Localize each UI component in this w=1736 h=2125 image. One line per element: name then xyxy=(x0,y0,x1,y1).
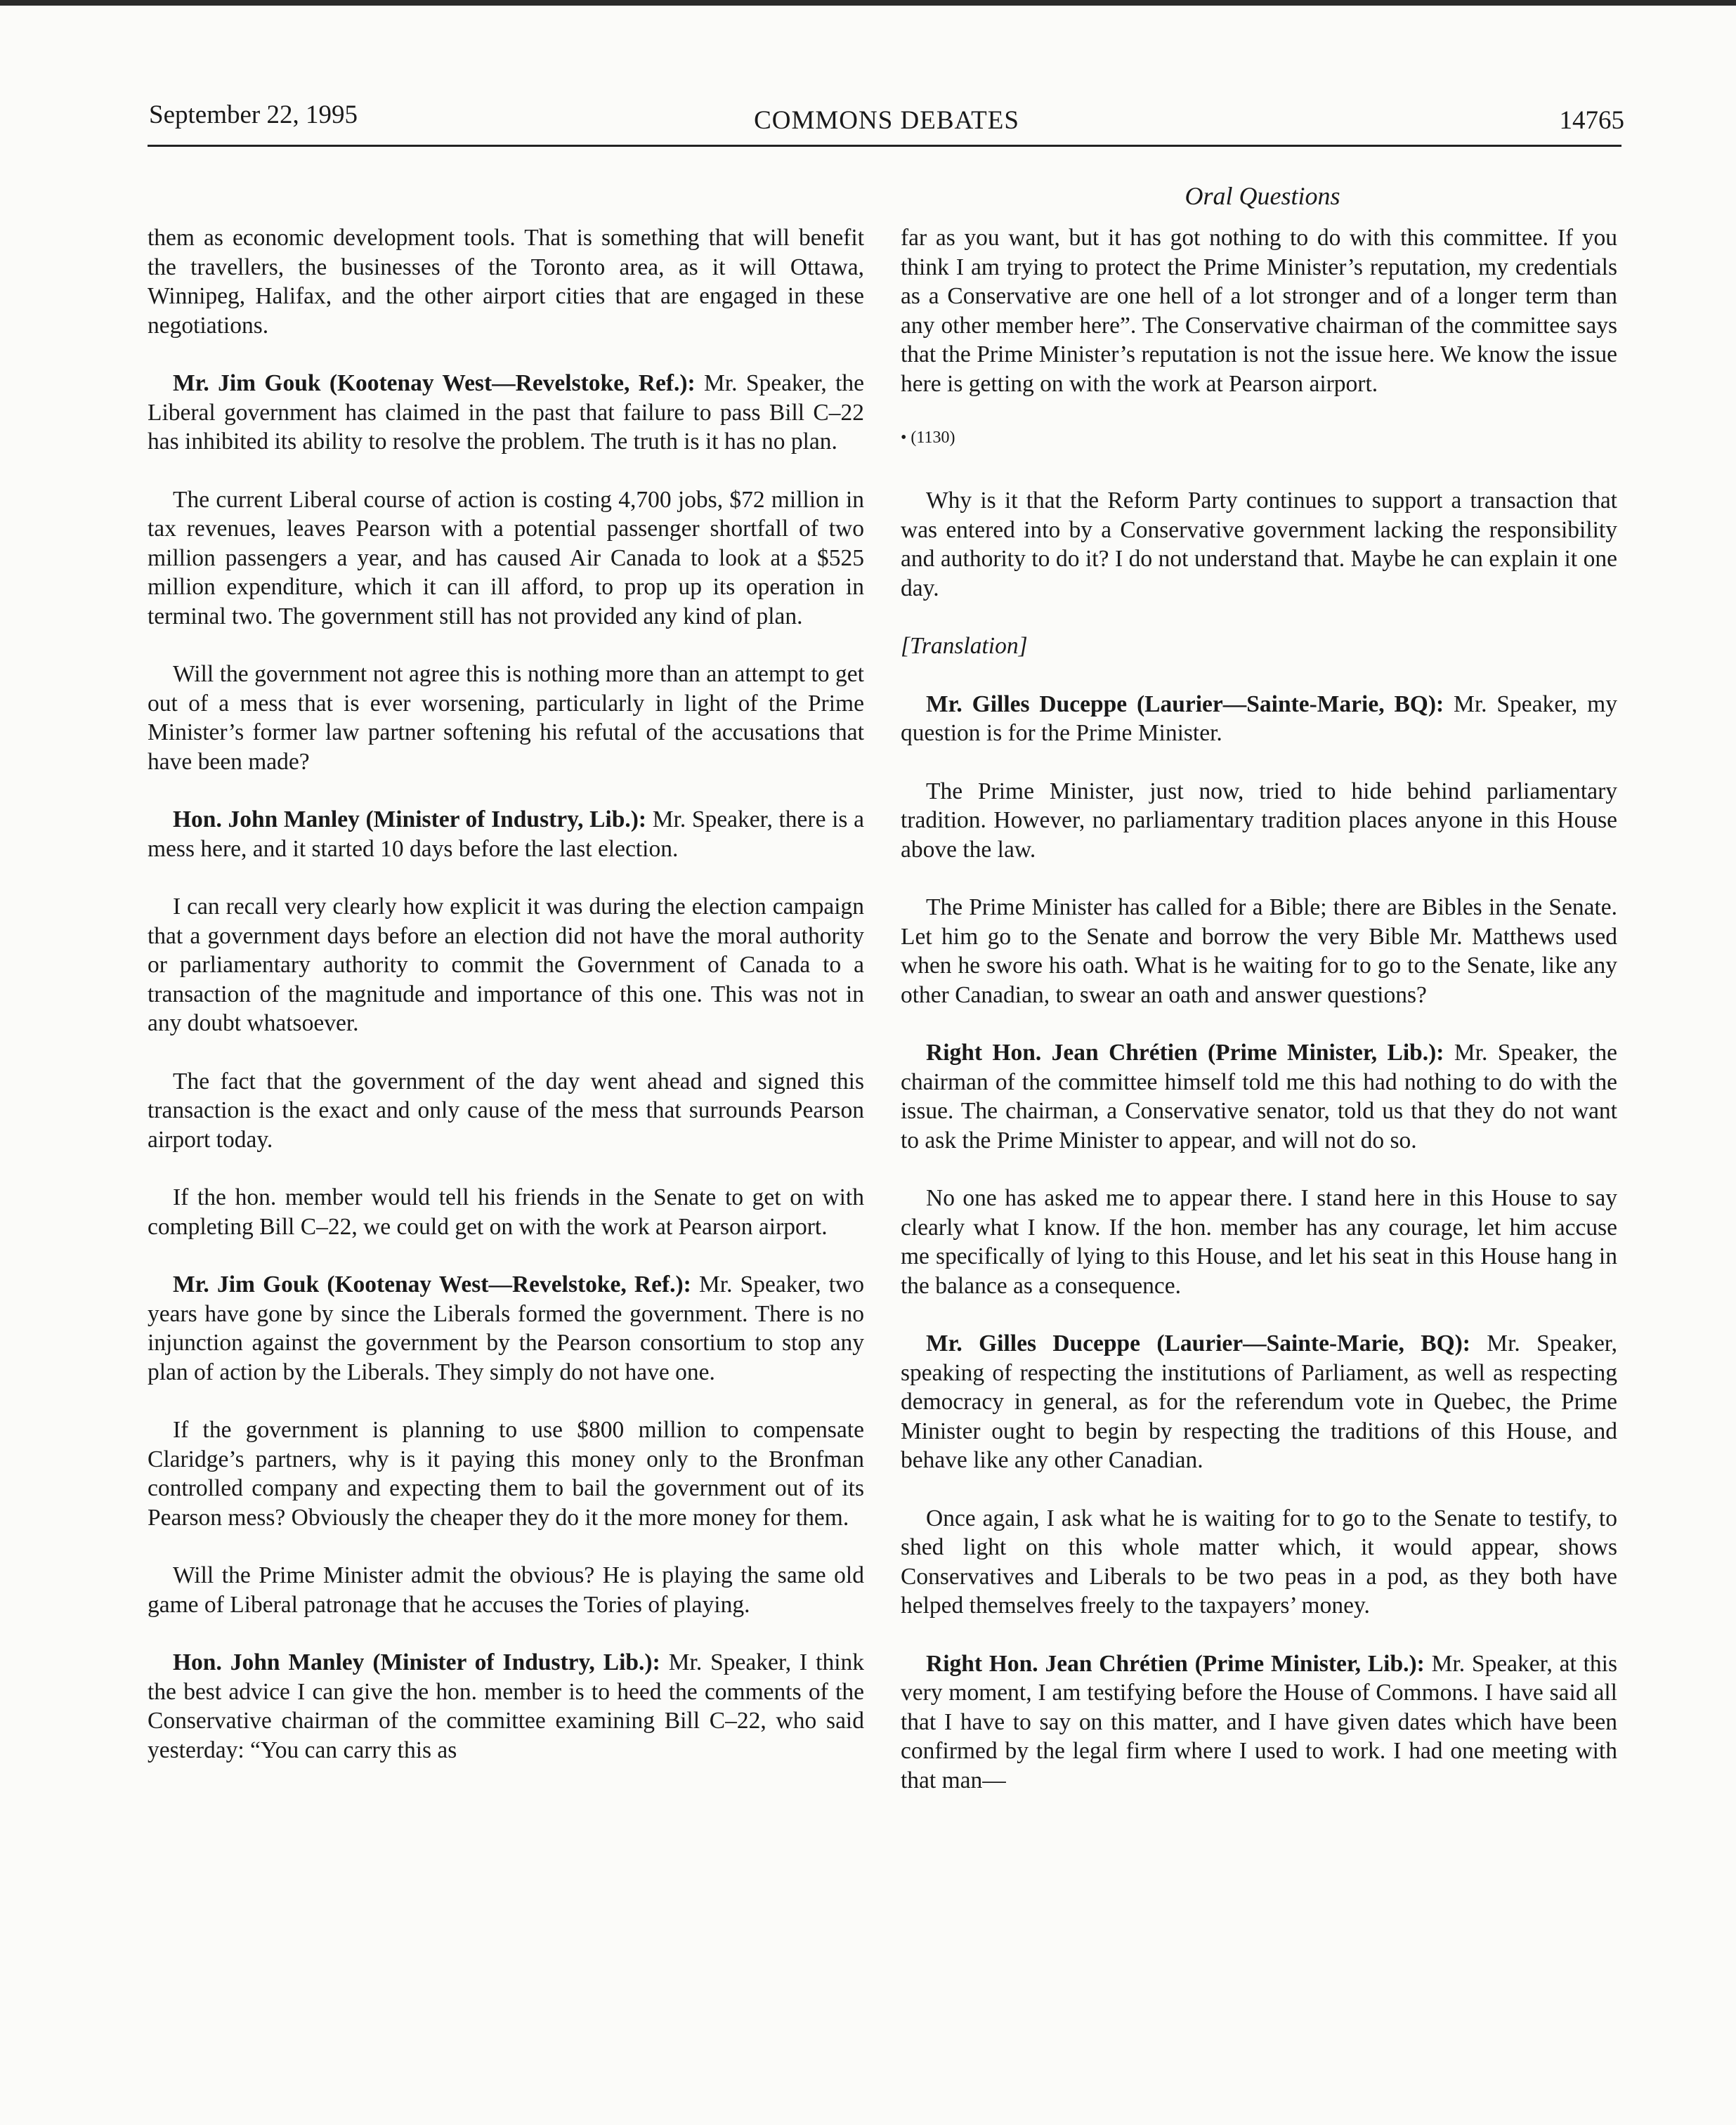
header-title: COMMONS DEBATES xyxy=(754,106,1019,135)
speech-text: Mr. Speaker, there is a mess here, and it started 10 days before the last election. xyxy=(148,806,865,862)
continued-paragraph: far as you want, but it has got nothing to do with this committee. If you think I am trying to protect the Prime Minister’s reputation, my credentials as a Conservative are one hell of a lot stronger and of a longer term than any other member here”. The Conservative chairman of the committee says that the Prime Minister’s reputation is not the issue here. We know the issue here is getting on with the work at Pearson airport. xyxy=(901,225,1617,397)
speech-paragraph xyxy=(148,369,864,457)
speaker-name: Hon. John Manley (Minister of Industry, Lib.): xyxy=(173,806,647,832)
speech-paragraph xyxy=(148,1270,864,1387)
speech-text: Mr. Speaker, the Liberal government has claimed in the past that failure to pass Bill C–22 has inhibited its ability to resolve the problem. The truth is it has no plan. xyxy=(148,370,865,455)
header-rule xyxy=(148,145,1621,147)
speech-text: Mr. Speaker, two years have gone by since the Liberals formed the government. There is no injunction against the government by the Pearson consortium to stop any plan of action by the Liberals. They simply do not have one. xyxy=(148,1271,864,1385)
time-marker: • (1130) xyxy=(901,429,955,447)
speech-paragraph xyxy=(901,1329,1617,1475)
left-column xyxy=(148,223,864,1793)
right-column xyxy=(901,223,1617,1824)
paragraph: No one has asked me to appear there. I stand here in this House to say clearly what I know. If the hon. member has any courage, let him accuse me specifically of lying to this House, and let his seat in this House hang in the balance as a consequence. xyxy=(901,1185,1617,1299)
speech-paragraph xyxy=(148,805,864,863)
page-header xyxy=(149,100,1624,142)
speaker-name: Mr. Gilles Duceppe (Laurier—Sainte-Marie, BQ): xyxy=(926,691,1444,717)
speech-text: Mr. Speaker, the chairman of the committee himself told me this had nothing to do with the issue. The chairman, a Conservative senator, told us that they do not want to ask the Prime Minister to appear, and will not do so. xyxy=(901,1040,1617,1153)
speech-text: Mr. Speaker, my question is for the Prime Minister. xyxy=(901,691,1617,746)
scan-edge xyxy=(0,0,1736,6)
paragraph: Once again, I ask what he is waiting for to go to the Senate to testify, to shed light on this whole matter which, it would appear, shows Conservatives and Liberals to be two peas in a pod, as they both have helped themselves freely to the taxpayers’ money. xyxy=(901,1505,1617,1619)
continued-paragraph: them as economic development tools. That is something that will benefit the travellers, the businesses of the Toronto area, as it will Ottawa, Winnipeg, Halifax, and the other airport cities that are engaged in these negotiations. xyxy=(148,225,864,339)
paragraph: If the government is planning to use $800 million to compensate Claridge’s partners, why is it paying this money only to the Bronfman controlled company and expecting them to bail the government out of its Pearson mess? Obviously the cheaper they do it the more money for them. xyxy=(148,1417,864,1531)
paragraph: Why is it that the Reform Party continues to support a transaction that was entered into by a Conservative government lacking the responsibility and authority to do it? I do not understand that. Maybe he can explain it one day. xyxy=(901,488,1617,601)
speech-text: Mr. Speaker, I think the best advice I can give the hon. member is to heed the comments of the Conservative chairman of the committee examining Bill C–22, who said yesterday: “You can carry this as xyxy=(148,1649,865,1763)
paragraph: If the hon. member would tell his friends in the Senate to get on with completing Bill C–22, we could get on with the work at Pearson airport. xyxy=(148,1184,864,1240)
paragraph: I can recall very clearly how explicit it was during the election campaign that a government days before an election did not have the moral authority or parliamentary authority to commit the Government of Canada to a transaction of the magnitude and importance of this one. This was not in any doubt whatsoever. xyxy=(148,894,864,1036)
paragraph: The Prime Minister has called for a Bible; there are Bibles in the Senate. Let him go to the Senate and borrow the very Bible Mr. Matthews used when he swore his oath. What is he waiting for to go to the Senate, like any other Canadian, to swear an oath and answer questions? xyxy=(901,894,1617,1008)
speaker-name: Right Hon. Jean Chrétien (Prime Minister, Lib.): xyxy=(926,1650,1425,1677)
speaker-name: Mr. Jim Gouk (Kootenay West—Revelstoke, Ref.): xyxy=(173,370,696,396)
speaker-name: Right Hon. Jean Chrétien (Prime Minister, Lib.): xyxy=(926,1040,1444,1066)
speech-paragraph xyxy=(901,690,1617,748)
speech-paragraph xyxy=(901,1038,1617,1155)
speech-paragraph xyxy=(901,1649,1617,1796)
section-title: Oral Questions xyxy=(1184,182,1340,210)
speaker-name: Hon. John Manley (Minister of Industry, Lib.): xyxy=(173,1649,660,1675)
paragraph: Will the government not agree this is nothing more than an attempt to get out of a mess that is ever worsening, particularly in light of the Prime Minister’s former law partner softening his refutal of the accusations that have been made? xyxy=(148,661,864,775)
speaker-name: Mr. Jim Gouk (Kootenay West—Revelstoke, Ref.): xyxy=(173,1271,691,1297)
translation-label: [Translation] xyxy=(901,633,1028,659)
speech-paragraph xyxy=(148,1648,864,1765)
speech-text: Mr. Speaker, speaking of respecting the institutions of Parliament, as well as respecting democracy in general, as for the referendum vote in Quebec, the Prime Minister ought to begin by respecting the traditions of this House, and behave like any other Canadian. xyxy=(901,1330,1617,1473)
header-date: September 22, 1995 xyxy=(149,100,358,129)
speaker-name: Mr. Gilles Duceppe (Laurier—Sainte-Marie, BQ): xyxy=(926,1330,1470,1356)
page-number: 14765 xyxy=(1559,106,1624,135)
speech-text: Mr. Speaker, at this very moment, I am testifying before the House of Commons. I have said all that I have to say on this matter, and I have given dates which have been confirmed by the legal firm where I used to work. I had one meeting with that man— xyxy=(901,1650,1617,1793)
paragraph: Will the Prime Minister admit the obvious? He is playing the same old game of Liberal patronage that he accuses the Tories of playing. xyxy=(148,1562,864,1618)
paragraph: The current Liberal course of action is costing 4,700 jobs, $72 million in tax revenues, leaves Pearson with a potential passenger shortfall of two million passengers a year, and has caused Air Canada to look at a $525 million expenditure, which it can ill afford, to prop up its operation in terminal two. The government still has not provided any kind of plan. xyxy=(148,486,864,629)
paragraph: The Prime Minister, just now, tried to hide behind parliamentary tradition. However, no parliamentary tradition places anyone in this House above the law. xyxy=(901,778,1617,863)
paragraph: The fact that the government of the day went ahead and signed this transaction is the exact and only cause of the mess that surrounds Pearson airport today. xyxy=(148,1068,864,1153)
